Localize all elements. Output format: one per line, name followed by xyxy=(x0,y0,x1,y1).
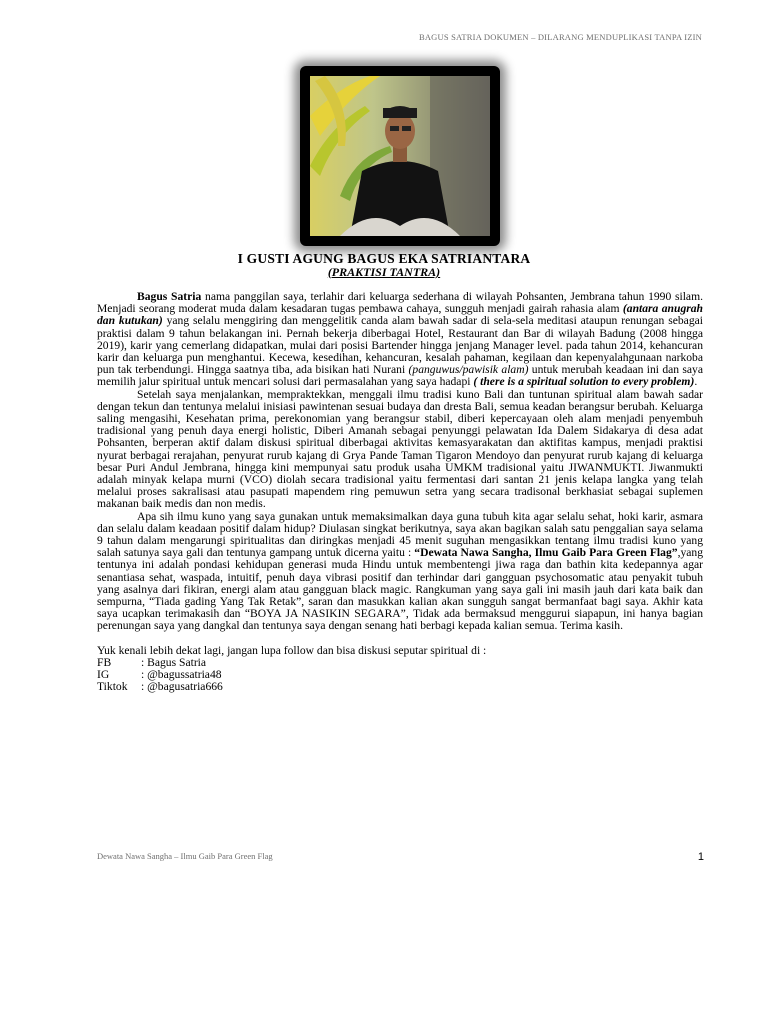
text-span: Apa sih ilmu kuno yang saya gunakan untuk memaksimalkan daya guna tubuh kita agar selalu sehat, hoki karir, asmara dan selalu dalam keadaan positif dalam hidup? Diulasan singkat berikutnya, saya akan bagikan salah satu penggalian saya selama 9 tahun dalam mengarungi spiritualitas dan diringkas menjadi 45 menit suguhan mengasikkan tentang ilmu tradisi kuno yang salah satunya saya gali dan tentunya gampang untuk dicerna yaitu : xyxy=(97,509,703,560)
text-span: nama panggilan saya, terlahir dari keluarga sederhana di wilayah Pohsanten, Jembrana tahun 1990 silam. Menjadi seorang moderat muda dalam kesadaran tugas pembawa cahaya, sungguh menjadi gairah rahasia alam xyxy=(97,290,703,316)
contact-section xyxy=(97,645,703,694)
text-span: . xyxy=(694,375,698,389)
contact-key: Tiktok xyxy=(97,680,128,694)
emphasis-text: ( there is a spiritual solution to every problem) xyxy=(473,375,695,389)
document-body xyxy=(97,291,703,694)
text-span: ,yang tentunya ini adalah pondasi kehidupan generasi muda Hindu untuk membentengi jiwa raga dan bathin kita kedepannya agar senantiasa sehat, waspada, intuitif, penuh daya vibrasi positif dan terhindar dari gangguan psychosomatic atau penyakit tubuh yang asalnya dari fikiran, energi alam atau gangguan black magic. Rangkuman yang saya gali ini masih jauh dari kata baik dan sempurna, “Tiada gading Yang Tak Retak”, saran dan masukkan kalian akan sungguh sangat bermanfaat bagi saya. Akhir kata saya ucapkan terimakasih dan “BOYA JA NASIKIN SEGARA”, Tidak ada bermaksud menggurui siapapun, ini hanya bagian perenungan saya yang dangkal dan tentunya saya dengan senang hati berbagi kepada kalian semua. Terima kasih. xyxy=(97,546,703,633)
contact-key: FB xyxy=(97,655,112,669)
author-name: I GUSTI AGUNG BAGUS EKA SATRIANTARA xyxy=(237,251,531,266)
profile-photo xyxy=(300,66,500,246)
book-title: “Dewata Nawa Sangha, Ilmu Gaib Para Green Flag” xyxy=(414,546,678,560)
header-note: BAGUS SATRIA DOKUMEN – DILARANG MENDUPLIKASI TANPA IZIN xyxy=(418,32,702,42)
contact-value: : @bagusatria666 xyxy=(141,680,223,694)
contact-value: : Bagus Satria xyxy=(141,655,207,669)
footer-title: Dewata Nawa Sangha – Ilmu Gaib Para Green Flag xyxy=(97,851,273,861)
author-nickname: Bagus Satria xyxy=(137,290,202,303)
portrait-image xyxy=(310,76,490,236)
contact-key: IG xyxy=(97,668,110,682)
emphasis-text: (antara anugrah dan kutukan) xyxy=(97,302,704,328)
author-role: (PRAKTISI TANTRA) xyxy=(327,265,441,279)
paragraph-teaching xyxy=(97,511,703,633)
contact-value: : @bagussatria48 xyxy=(141,668,222,682)
text-span: untuk merubah keadaan ini dan saya memilih jalur spiritual untuk mencari solusi dari permasalahan yang saya hadapi xyxy=(97,363,703,389)
page-number: 1 xyxy=(697,851,704,863)
emphasis-text: (panguwus/pawisik alam) xyxy=(408,363,529,377)
paragraph-intro xyxy=(97,291,703,389)
paragraph-journey: Setelah saya menjalankan, mempraktekkan, menggali ilmu tradisi kuno Bali dan tuntunan spiritual alam bawah sadar dengan tekun dan tentunya melalui inisiasi pawintenan sesuai budaya dan dresta Bali, semua keadan berangsur berubah. Keluarga saling mengasihi, Kesehatan prima, perekonomian yang berangsur stabil, diberi kepercayaan oleh alam menjadi penyembuh tradisional yang penuh daya energi holistic, Diberi Amanah sebagai penyunggi pelawatan Ida Dalem Sidakarya di desa adat Pohsanten, berperan aktif dalam diskusi spiritual diberbagai aktivitas kemasyarakatan dan aktifitas kampus, menjadi praktisi nyurat berbagai rerajahan, penyurat rurub kajang di Grya Pande Taman Tigaron Mendoyo dan penyurat rurub kajang di keluarga besar Puri Andul Jembrana, hingga kini mempunyai satu produk usaha UMKM tradisional yaitu JIWANMUKTI. Jiwanmukti adalah minyak kelapa murni (VCO) diolah secara tradisional yaitu fermentasi dari santan 21 jenis kelapa langka yang telah melalui proses sakralisasi atau pasupati mapendem ring pemuwun setra yang secara tradisonal berkhasiat sebagai suplemen makanan baik medis dan non medis. xyxy=(97,387,703,511)
contact-intro: Yuk kenali lebih dekat lagi, jangan lupa follow dan bisa diskusi seputar spiritual di : xyxy=(97,643,487,657)
text-span: yang selalu menggiring dan menggelitik canda alam bawah sadar di sela-sela meditasi ataupun renungan sebagai praktisi dalam 9 tahun belakangan ini. Pernah bekerja diberbagai Hotel, Restaurant dan Bar di wilayah Badung (2008 hingga 2019), karir yang cemerlang didapatkan, mulai dari posisi Bartender hingga jenjang Manager level. pada tahun 2014, kehancuran karir dan keluarga pun menghantui. Kecewa, kesedihan, kehancuran, kesalah pahaman, kegilaan dan kepenyalahgunaan narkoba pun tak terbendungi. Hingga saatnya tiba, ada bisikan hati Nurani xyxy=(97,314,703,377)
contact-row-tiktok xyxy=(97,681,703,693)
